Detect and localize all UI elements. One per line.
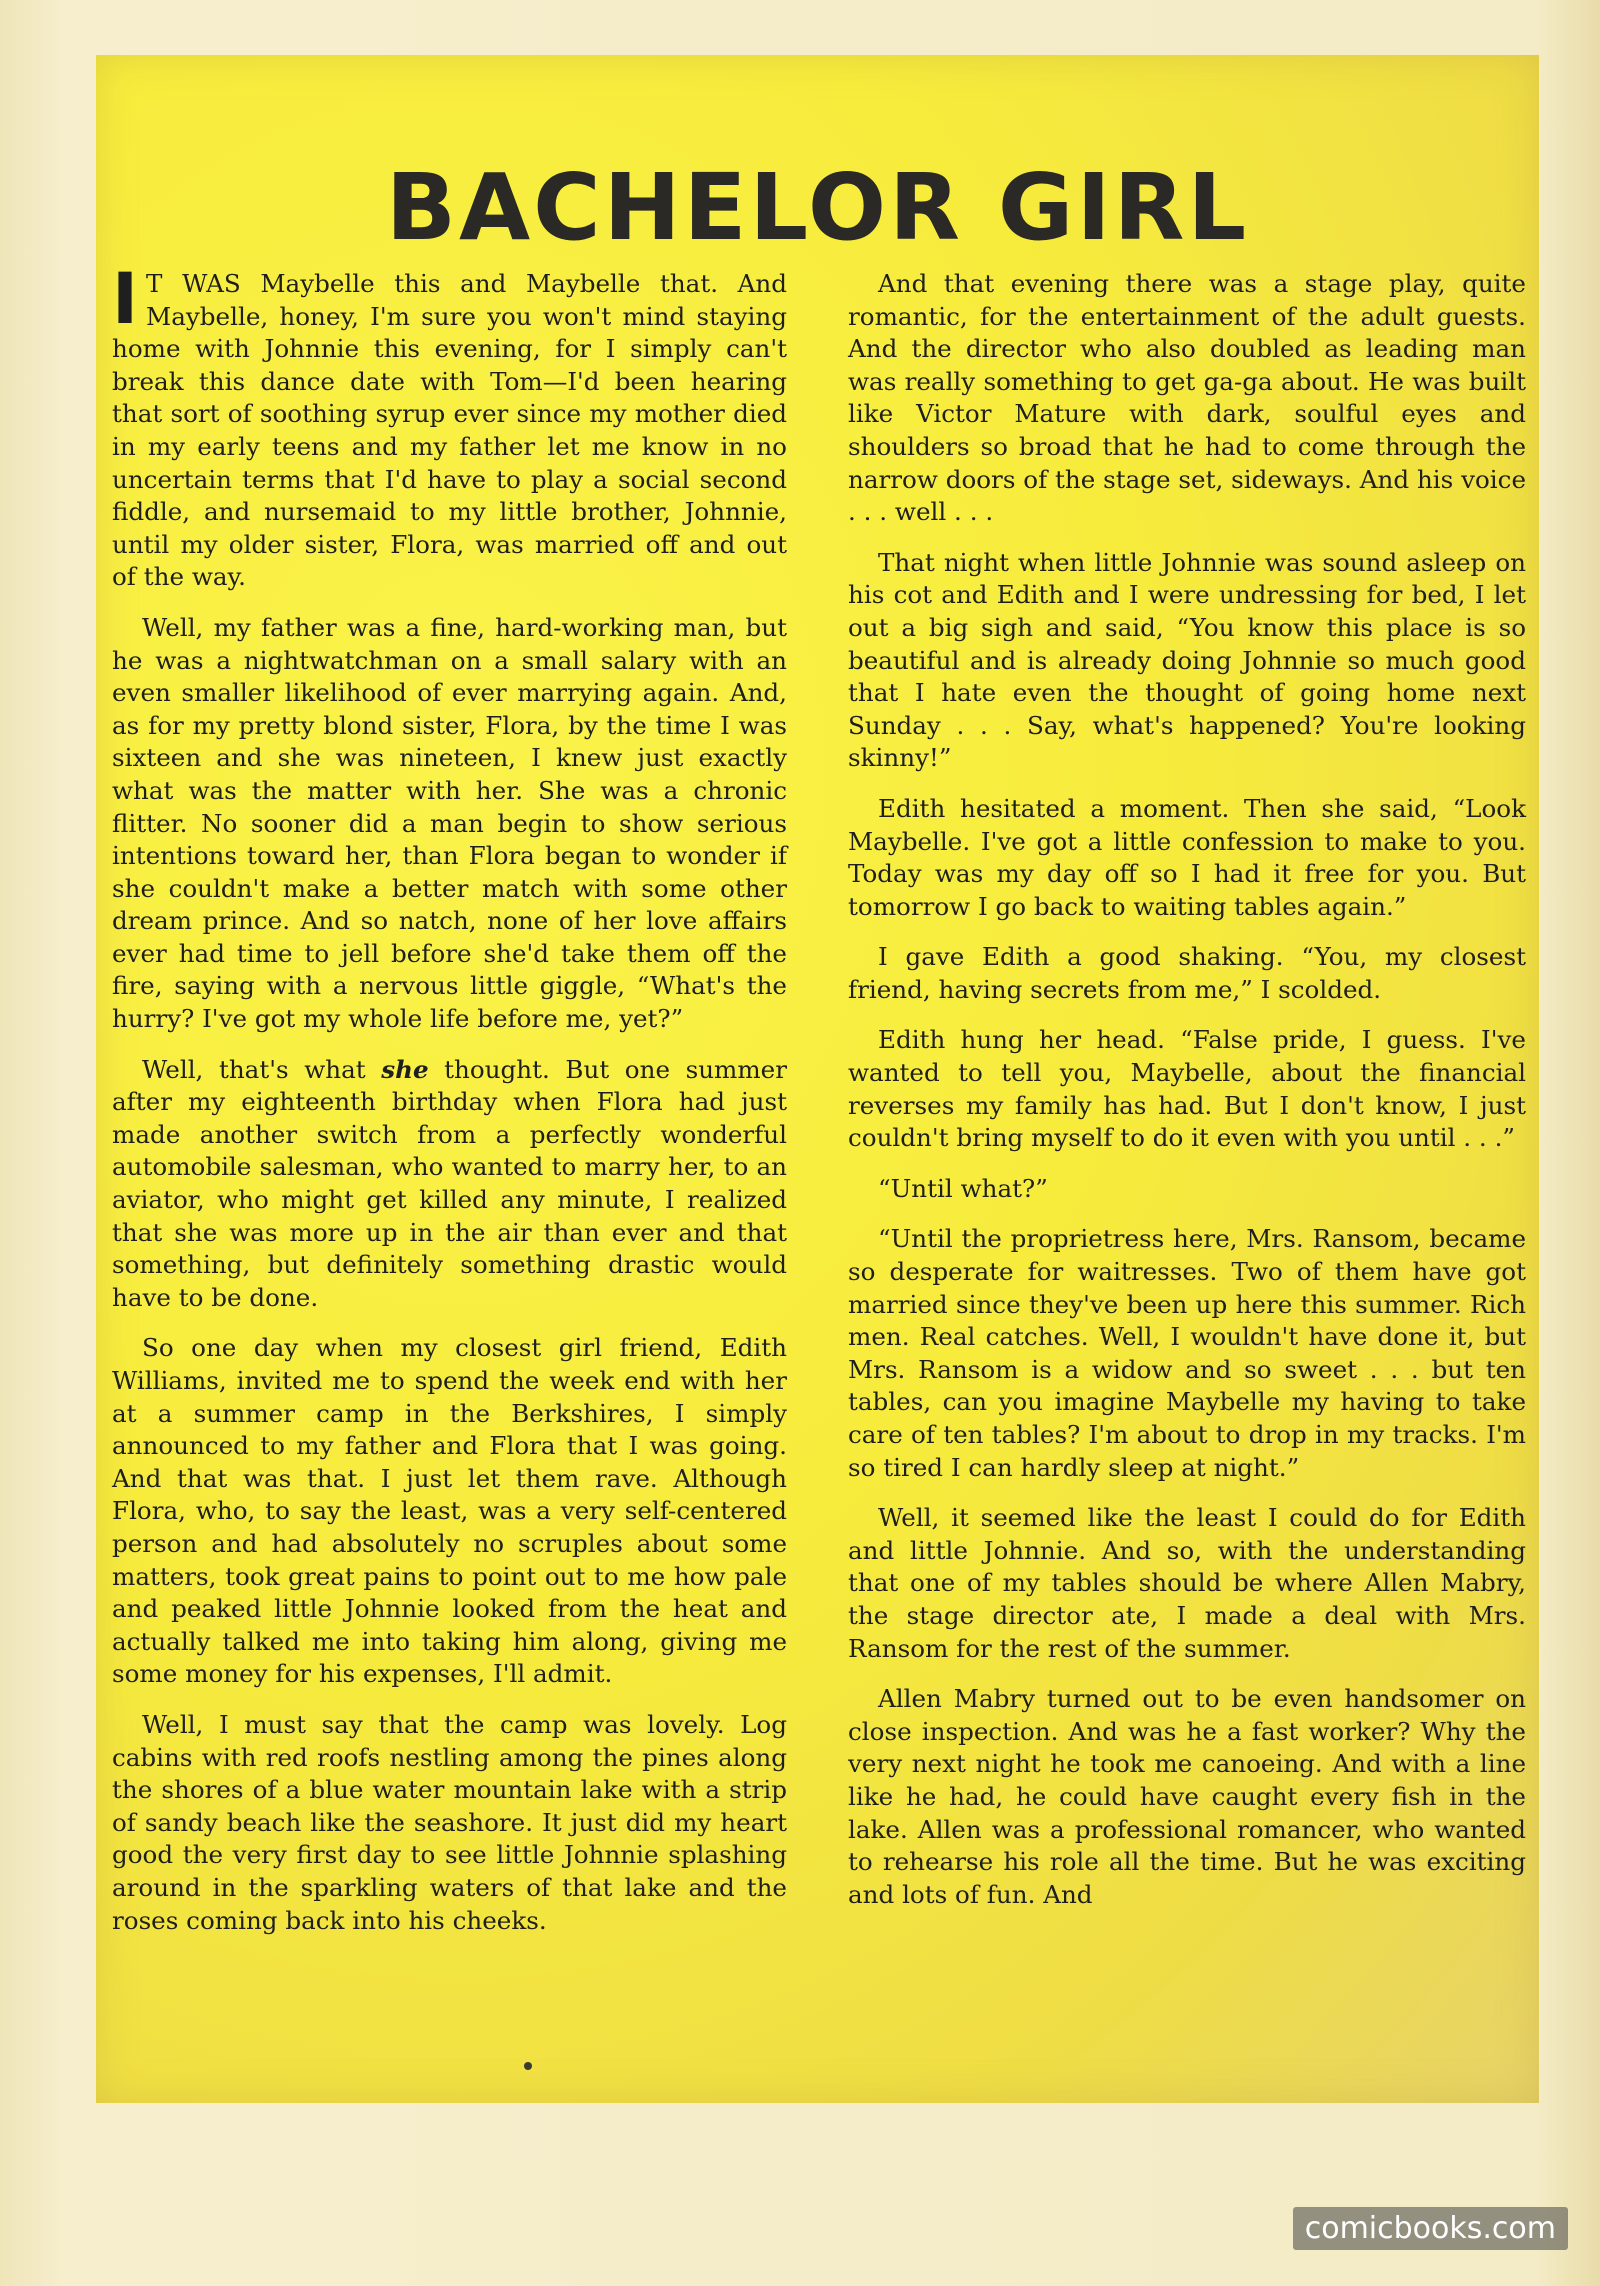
paragraph-text: thought. But one summer after my eighteenth birthday when Flora had just made another switch from a perfectly wonderful automobile salesman, who wanted to marry her, to an aviator, who might get killed any minute, I realized that she was more up in the air than ever and that something, but definitely something drastic would have to be done.	[112, 1054, 787, 1312]
emphasized-word: she	[381, 1054, 429, 1084]
left-text-column	[112, 258, 787, 1955]
paragraph: “Until what?”	[878, 1173, 1048, 1203]
paragraph	[112, 1054, 787, 1315]
paragraph: Well, I must say that the camp was lovely. Log cabins with red roofs nestling among the pines along the shores of a blue water mountain lake with a strip of sandy beach like the seashore. It just did my heart good the very first day to see little Johnnie splashing around in the sparkling waters of that lake and the roses coming back into his cheeks.	[112, 1709, 787, 1935]
right-text-column	[848, 268, 1526, 1929]
paragraph: Edith hesitated a moment. Then she said, “Look Maybelle. I've got a little confession to make to you. Today was my day off so I had it free for you. But tomorrow I go back to waiting tables again.”	[848, 793, 1526, 921]
paragraph-text: T WAS Maybelle this and Maybelle that. And Maybelle, honey, I'm sure you won't mind staying home with Johnnie this evening, for I simply can't break this dance date with Tom—I'd been hearing that sort of soothing syrup ever since my mother died in my early teens and my father let me know in no uncertain terms that I'd have to play a social second fiddle, and nursemaid to my little brother, Johnnie, until my older sister, Flora, was married off and out of the way.	[112, 269, 787, 592]
paragraph: Well, it seemed like the least I could do for Edith and little Johnnie. And so, with the understanding that one of my tables should be where Allen Mabry, the stage director ate, I made a deal with Mrs. Ransom for the rest of the summer.	[848, 1503, 1526, 1663]
page-ornament-dot	[524, 2062, 532, 2070]
paragraph-text: Well, that's what	[142, 1054, 382, 1084]
paragraph: So one day when my closest girl friend, Edith Williams, invited me to spend the week end with her at a summer camp in the Berkshires, I simply announced to my father and Flora that I was going. And that was that. I just let them rave. Although Flora, who, to say the least, was a very self-centered person and had absolutely no scruples about some matters, took great pains to point out to me how pale and peaked little Johnnie looked from the heat and actually talked me into taking him along, giving me some money for his expenses, I'll admit.	[112, 1333, 787, 1689]
paragraph: I gave Edith a good shaking. “You, my closest friend, having secrets from me,” I scolded.	[848, 942, 1526, 1004]
paragraph	[112, 258, 787, 594]
paragraph: And that evening there was a stage play, quite romantic, for the entertainment of the adult guests. And the director who also doubled as leading man was really something to get ga-ga about. He was built like Victor Mature with dark, soulful eyes and shoulders so broad that he had to come through the narrow doors of the stage set, sideways. And his voice . . . well . . .	[848, 269, 1526, 527]
paragraph: Edith hung her head. “False pride, I guess. I've wanted to tell you, Maybelle, about the financial reverses my family has had. But I don't know, I just couldn't bring myself to do it even with you until . . .”	[848, 1025, 1526, 1153]
paragraph: “Until the proprietress here, Mrs. Ransom, became so desperate for waitresses. Two of them have got married since they've been up here this summer. Rich men. Real catches. Well, I wouldn't have done it, but Mrs. Ransom is a widow and so sweet . . . but ten tables, can you imagine Maybelle my having to take care of ten tables? I'm about to drop in my tracks. I'm so tired I can hardly sleep at night.”	[848, 1224, 1526, 1482]
site-watermark: comicbooks.com	[1293, 2207, 1568, 2250]
paragraph: Allen Mabry turned out to be even handsomer on close inspection. And was he a fast worker? Why the very next night he took me canoeing. And with a line like he had, he could have caught every fish in the lake. Allen was a professional romancer, who wanted to rehearse his role all the time. But he was exciting and lots of fun. And	[848, 1684, 1526, 1909]
paragraph: That night when little Johnnie was sound asleep on his cot and Edith and I were undressing for bed, I let out a big sigh and said, “You know this place is so beautiful and is already doing Johnnie so much good that I hate even the thought of going home next Sunday . . . Say, what's happened? You're looking skinny!”	[848, 547, 1526, 773]
story-title: BACHELOR GIRL	[385, 153, 1250, 261]
drop-cap: I	[112, 258, 139, 340]
paragraph: Well, my father was a fine, hard-working man, but he was a nightwatchman on a small salary with an even smaller likelihood of ever marrying again. And, as for my pretty blond sister, Flora, by the time I was sixteen and she was nineteen, I knew just exactly what was the matter with her. She was a chronic flitter. No sooner did a man begin to show serious intentions toward her, than Flora began to wonder if she couldn't make a better match with some other dream prince. And so natch, none of her love affairs ever had time to jell before she'd take them off the fire, saying with a nervous little giggle, “What's the hurry? I've got my whole life before me, yet?”	[112, 612, 787, 1034]
